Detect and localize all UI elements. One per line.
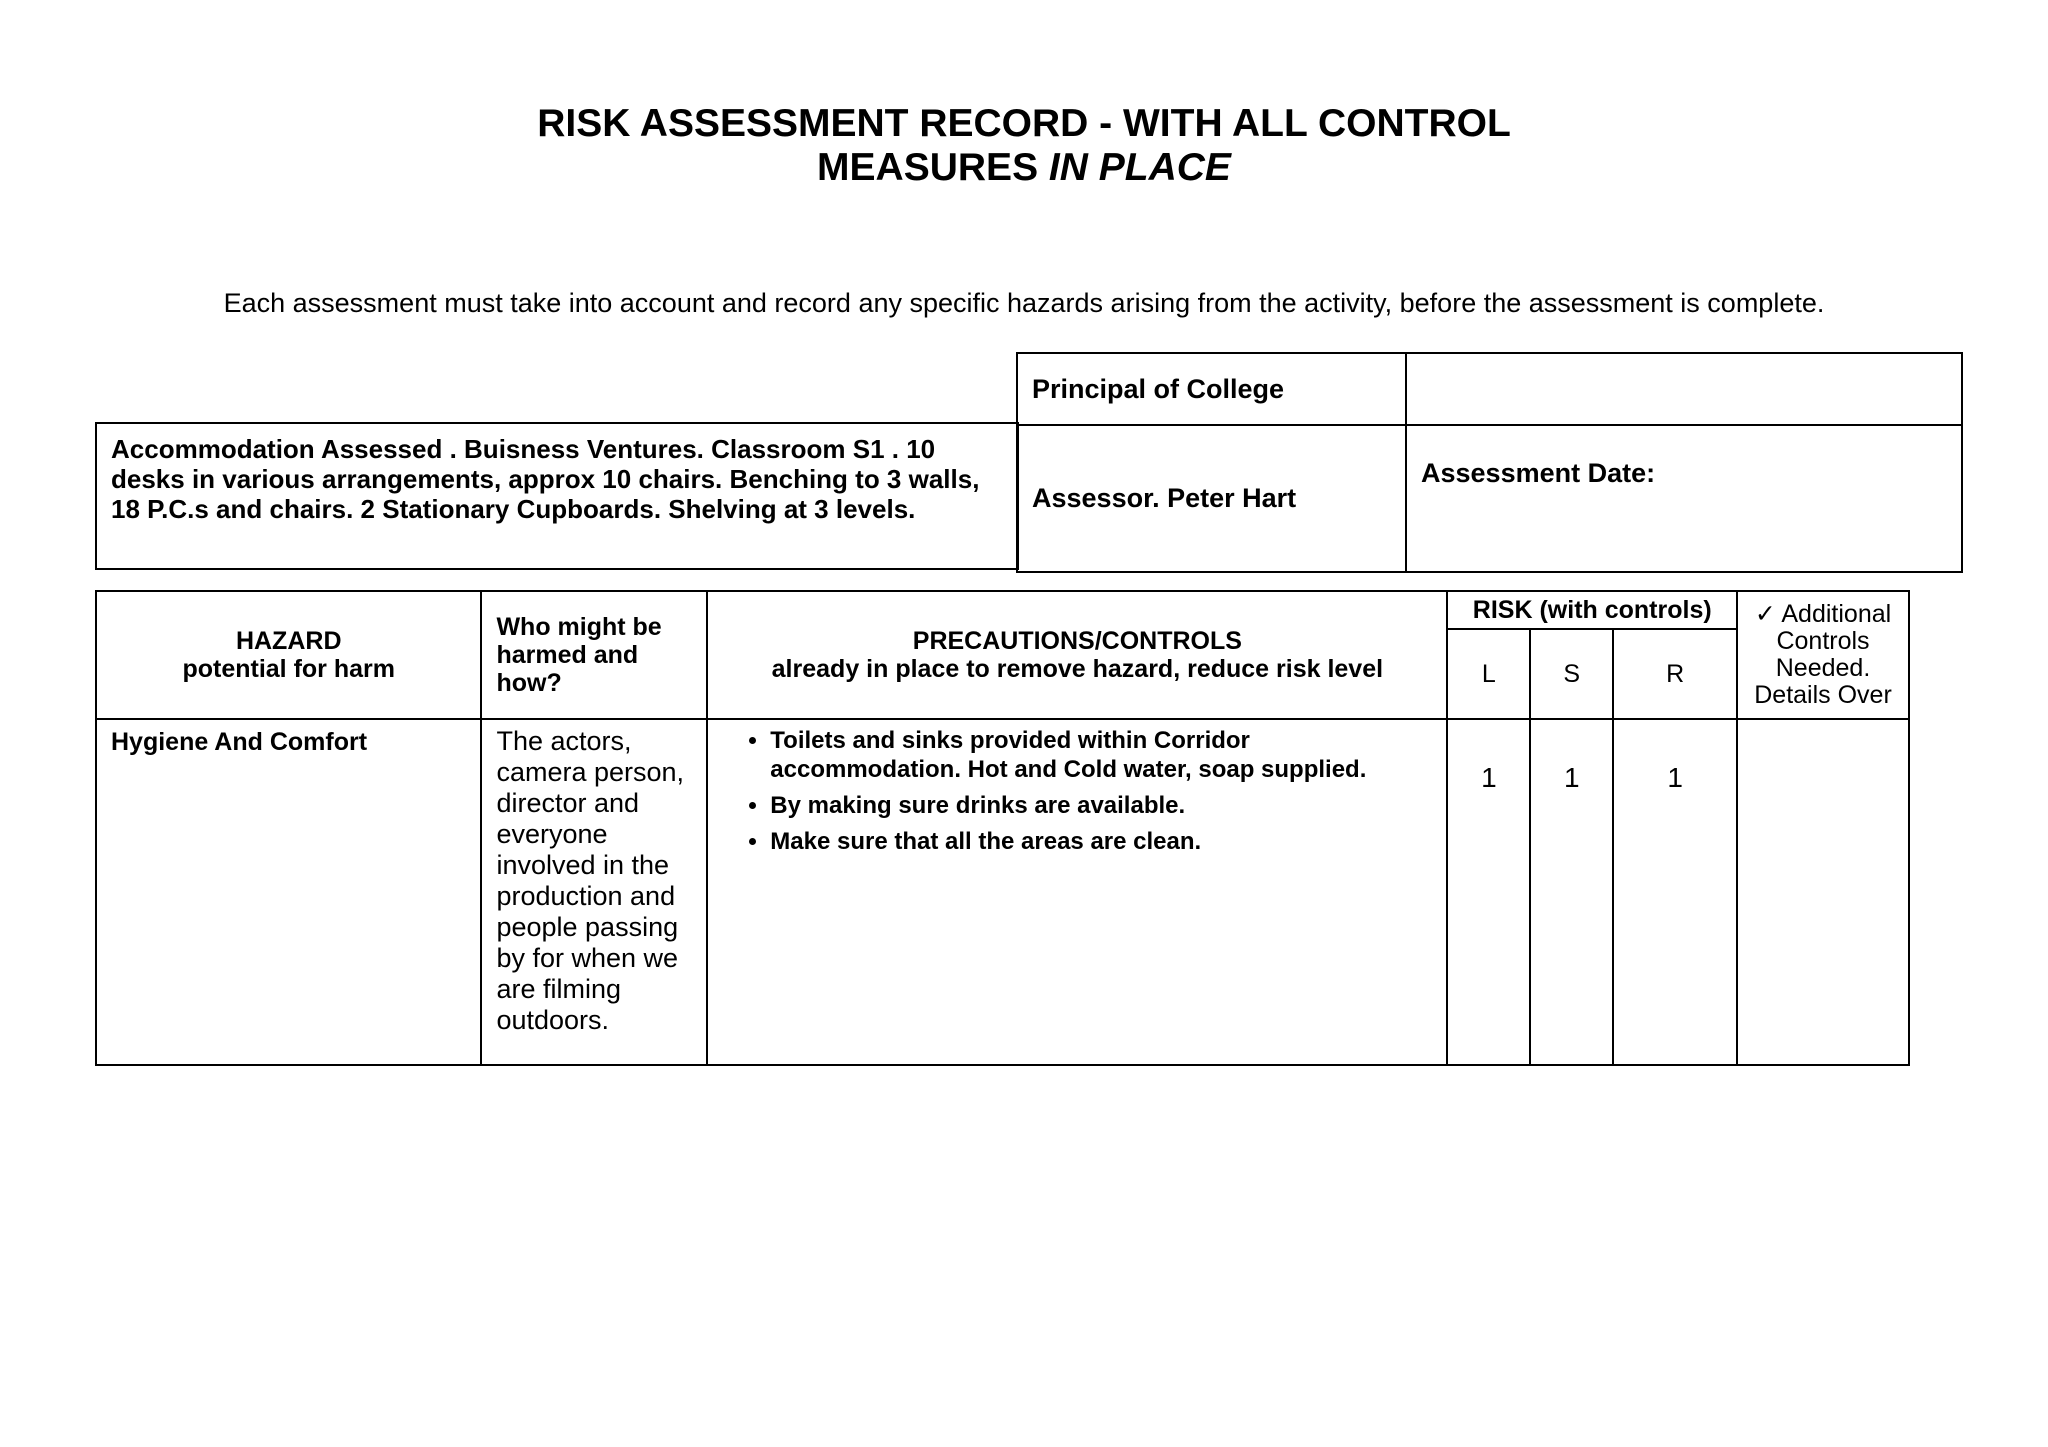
precaution-item: • Toilets and sinks provided within Corridor accommodation. Hot and Cold water, soap supplied. bbox=[770, 726, 1432, 784]
header-l: L bbox=[1447, 629, 1530, 719]
info-table bbox=[1016, 352, 1963, 573]
who-cell: The actors, camera person, director and everyone involved in the production and people passing by for when we are filming outdoors. bbox=[481, 719, 707, 1065]
assessment-date-label: Assessment Date: bbox=[1406, 425, 1962, 572]
header-r: R bbox=[1613, 629, 1737, 719]
assessor: Assessor. Peter Hart bbox=[1017, 425, 1406, 572]
header-hazard bbox=[96, 591, 481, 719]
header-additional-controls: ✓ Additional Controls Needed. Details Over bbox=[1737, 591, 1909, 719]
document-title bbox=[0, 102, 2048, 190]
principal-label: Principal of College bbox=[1017, 353, 1406, 425]
intro-text: Each assessment must take into account and record any specific hazards arising from the activity, before the assessment is complete. bbox=[223, 288, 1825, 318]
header-precautions-title: PRECAUTIONS/CONTROLS bbox=[912, 627, 1242, 655]
severity-cell: 1 bbox=[1530, 719, 1613, 1065]
header-risk: RISK (with controls) bbox=[1447, 591, 1737, 629]
table-row bbox=[96, 719, 1909, 1065]
header-s: S bbox=[1530, 629, 1613, 719]
title-line-2-italic: IN PLACE bbox=[1048, 146, 1231, 189]
additional-controls-cell bbox=[1737, 719, 1909, 1065]
principal-value bbox=[1406, 353, 1962, 425]
risk-cell: 1 bbox=[1613, 719, 1737, 1065]
precautions-cell bbox=[707, 719, 1447, 1065]
title-line-1: RISK ASSESSMENT RECORD - WITH ALL CONTROL bbox=[537, 102, 1511, 145]
header-hazard-sub: potential for harm bbox=[182, 655, 395, 683]
header-who: Who might be harmed and how? bbox=[481, 591, 707, 719]
title-line-2 bbox=[0, 146, 2048, 190]
precaution-item: • Make sure that all the areas are clean. bbox=[770, 827, 1432, 856]
risk-table bbox=[95, 590, 1910, 1066]
likelihood-cell: 1 bbox=[1447, 719, 1530, 1065]
precautions-list bbox=[722, 726, 1432, 856]
header-precautions bbox=[707, 591, 1447, 719]
header-hazard-title: HAZARD bbox=[235, 627, 342, 655]
precaution-item: • By making sure drinks are available. bbox=[770, 791, 1432, 820]
header-precautions-sub: already in place to remove hazard, reduce risk level bbox=[771, 655, 1384, 683]
accommodation-description: Accommodation Assessed . Buisness Ventures. Classroom S1 . 10 desks in various arrangements, approx 10 chairs. Benching to 3 walls, 18 P.C.s and chairs. 2 Stationary Cupboards. Shelving at 3 levels. bbox=[95, 422, 1019, 570]
title-line-2-normal: MEASURES bbox=[817, 146, 1049, 189]
hazard-cell: Hygiene And Comfort bbox=[96, 719, 481, 1065]
